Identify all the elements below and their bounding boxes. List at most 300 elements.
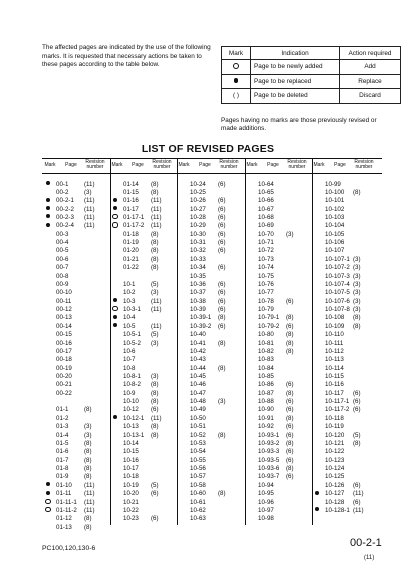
list-header-revision: Revision number [85, 159, 105, 171]
page-number: 10-54 [190, 448, 206, 456]
revision-entry [44, 314, 108, 322]
revision-entry [44, 515, 108, 523]
legend-mark-cell [222, 74, 251, 89]
revision-number: (6) [218, 205, 226, 213]
revision-entry [313, 197, 377, 205]
page-number: 00-11 [56, 297, 72, 305]
page-number: 10-40 [190, 331, 206, 339]
revision-entry [44, 181, 108, 189]
revision-entry [44, 247, 108, 255]
revision-entry [178, 348, 242, 356]
revision-entry [44, 298, 108, 306]
revision-number: (3) [151, 373, 159, 380]
revision-number: (6) [353, 481, 361, 489]
revision-number: (6) [286, 456, 294, 464]
revision-entry [111, 415, 175, 423]
page-number: 10-29 [190, 222, 206, 230]
revision-entry [313, 247, 377, 255]
revision-entry [111, 348, 175, 356]
page-number: 10-86 [258, 381, 274, 389]
revision-entry [44, 348, 108, 356]
list-header-mark: Mark [111, 162, 123, 168]
revision-number: (3) [84, 431, 92, 439]
revision-number: (8) [84, 523, 92, 531]
revision-entry [111, 440, 175, 448]
revision-entry [178, 457, 242, 465]
page-number: 01-14 [123, 180, 139, 188]
page-number: 10-78 [258, 297, 274, 305]
revision-entry [44, 473, 108, 481]
page-number: 10-107-8 [325, 306, 350, 314]
revision-entry [111, 457, 175, 465]
revision-entry [313, 482, 377, 490]
revision-number: (11) [84, 506, 95, 514]
page-number: 10-14 [123, 439, 139, 447]
revision-entry [313, 381, 377, 389]
page-number: 01-3 [56, 423, 69, 431]
page-number: 01-18 [123, 230, 139, 238]
list-header-page: Page [267, 162, 279, 168]
revision-number: (8) [84, 448, 92, 456]
page-number: 00-5 [56, 247, 69, 255]
revision-number: (3) [286, 230, 294, 238]
revision-entry [313, 432, 377, 440]
legend-header-mark: Mark [222, 47, 251, 60]
page-number: 10-94 [258, 481, 274, 489]
revision-entry [44, 524, 108, 532]
revision-entry [111, 356, 175, 364]
revision-entry [313, 398, 377, 406]
page-number: 10-104 [325, 222, 345, 230]
revision-entry [178, 515, 242, 523]
revision-entry [246, 298, 310, 306]
page-number: 10-93-5 [258, 456, 280, 464]
intro-text: The affected pages are indicated by the use of the following marks. It is requested that necessary actions be taken to these pages according to the table below. [42, 44, 211, 69]
page-number: 10-119 [325, 423, 344, 431]
replaced-page-dot-icon [44, 197, 52, 205]
page-number: 10-17 [123, 465, 139, 473]
revision-entry [111, 306, 175, 314]
page-number: 10-75 [258, 272, 274, 280]
revision-entry [44, 273, 108, 281]
revision-entry [178, 473, 242, 481]
revision-entry [111, 432, 175, 440]
revision-entry [178, 314, 242, 322]
revision-entry [111, 398, 175, 406]
page-number: 00-19 [56, 364, 72, 372]
page-number: 10-41 [190, 339, 206, 347]
page-number: 10-79-2 [258, 322, 280, 330]
revision-entry [111, 340, 175, 348]
page-number: 10-125 [325, 473, 345, 481]
revision-entry [44, 381, 108, 389]
revision-number: (8) [151, 398, 159, 406]
revision-number: (5) [353, 431, 361, 439]
revision-number: (5) [151, 331, 159, 339]
page-number: 10-56 [190, 465, 206, 473]
revision-entry [111, 515, 175, 523]
revision-entry [313, 365, 377, 373]
page-number: 10-24 [190, 180, 206, 188]
revision-number: (6) [218, 264, 226, 272]
revision-number: (8) [353, 188, 361, 196]
page-number: 10-79-1 [258, 314, 280, 322]
page-number: 10-112 [325, 347, 344, 355]
page-number: 10-114 [325, 364, 344, 372]
revision-entry [178, 448, 242, 456]
revision-entry [44, 256, 108, 264]
revision-entry [178, 482, 242, 490]
replaced-page-dot-icon [234, 78, 239, 83]
revision-entry [313, 373, 377, 381]
revision-entry [313, 348, 377, 356]
revision-entry [313, 423, 377, 431]
page-number: 10-49 [190, 406, 206, 414]
revision-number: (8) [151, 188, 159, 196]
page-number: 10-117 [325, 389, 344, 397]
revision-entry [313, 289, 377, 297]
page-number: 10-65 [258, 188, 274, 196]
page-number: 00-2 [56, 188, 69, 196]
legend-row-discard [222, 89, 401, 104]
revision-entry [44, 331, 108, 339]
revision-number: (8) [84, 439, 92, 447]
revision-entry [313, 239, 377, 247]
page-number: 10-69 [258, 222, 274, 230]
revision-number: (11) [84, 213, 95, 221]
revision-number: (11) [151, 306, 162, 314]
replaced-page-dot-icon [111, 206, 119, 214]
revision-number: (6) [286, 297, 294, 305]
revision-number: (11) [353, 506, 364, 514]
page-number: 00-18 [56, 356, 72, 364]
page-number: 10-93-6 [258, 465, 280, 473]
list-header-page: Page [65, 162, 77, 168]
page-number: 10-5-1 [123, 331, 141, 339]
revision-entry [44, 457, 108, 465]
page-number: 10-5 [123, 322, 136, 330]
page-number: 00-8 [56, 272, 69, 280]
revision-entry [44, 423, 108, 431]
page-number: 00-4 [56, 239, 69, 247]
revision-number: (11) [151, 222, 162, 230]
page-number: 10-80 [258, 331, 274, 339]
revision-entry [178, 423, 242, 431]
page-number: 01-15 [123, 188, 139, 196]
page-number: 10-18 [123, 473, 139, 481]
revision-entry [178, 432, 242, 440]
revision-entry [246, 281, 310, 289]
revision-entry [313, 256, 377, 264]
legend-table [221, 46, 401, 104]
page-number: 10-58 [190, 481, 206, 489]
page-number: 10-117-1 [325, 398, 350, 406]
replaced-page-dot-icon [313, 490, 321, 498]
revision-entry [246, 482, 310, 490]
page-number: 01-10 [56, 481, 72, 489]
page-number: 00-15 [56, 331, 72, 339]
page-number: 10-62 [190, 506, 206, 514]
page-number: 10-30 [190, 230, 206, 238]
revision-entry [246, 415, 310, 423]
page-number: 00-16 [56, 339, 72, 347]
revision-entry [178, 289, 242, 297]
page-number: 10-107-3 [325, 272, 350, 280]
revision-entry [111, 206, 175, 214]
revision-number: (11) [84, 180, 95, 188]
revision-number: (3) [353, 264, 361, 272]
revision-number: (3) [84, 423, 92, 431]
revision-entry [246, 197, 310, 205]
revision-number: (8) [151, 239, 159, 247]
replaced-page-dot-icon [111, 323, 119, 331]
revision-entry [178, 264, 242, 272]
replaced-page-dot-icon [44, 181, 52, 189]
revision-number: (6) [353, 398, 361, 406]
page-number: 00-9 [56, 280, 69, 288]
revision-number: (3) [218, 398, 226, 406]
replaced-page-dot-icon [44, 222, 52, 230]
revision-entry [246, 423, 310, 431]
list-header-page: Page [199, 162, 211, 168]
page-number: 01-17 [123, 205, 139, 213]
revision-entry [178, 323, 242, 331]
page-number: 10-44 [190, 364, 206, 372]
legend-header-row [222, 47, 401, 60]
revision-entry [246, 381, 310, 389]
revision-entry [178, 306, 242, 314]
revision-entry [44, 206, 108, 214]
revision-number: (8) [151, 389, 159, 397]
page-number: 10-26 [190, 197, 206, 205]
revision-entry [44, 465, 108, 473]
page-number: 10-4 [123, 314, 136, 322]
revision-entry [111, 365, 175, 373]
revision-entry [313, 356, 377, 364]
revision-number: (6) [151, 406, 159, 414]
revision-entry [313, 298, 377, 306]
page-number: 01-11-2 [56, 506, 77, 514]
page-number: 10-66 [258, 197, 274, 205]
page-number: 10-53 [190, 439, 206, 447]
revision-entry [178, 381, 242, 389]
revision-entry [246, 222, 310, 230]
page-number: 10-64 [258, 180, 274, 188]
revision-entry [111, 381, 175, 389]
revision-number: (8) [151, 423, 159, 431]
revision-entry [313, 181, 377, 189]
page-number: 10-46 [190, 381, 206, 389]
revision-entry [44, 231, 108, 239]
revision-number: (8) [84, 456, 92, 464]
revision-entry [313, 281, 377, 289]
revision-entry [313, 306, 377, 314]
legend-header-indication: Indication [251, 47, 340, 60]
revision-entry [44, 323, 108, 331]
page-number: 10-13 [123, 423, 139, 431]
revision-number: (8) [151, 180, 159, 188]
page-number: 10-57 [190, 473, 206, 481]
revision-number: (6) [218, 230, 226, 238]
revision-entry [111, 256, 175, 264]
revision-entry [178, 415, 242, 423]
page-number: 10-20 [123, 490, 139, 498]
page-number: 00-22 [56, 389, 72, 397]
revision-entry [178, 273, 242, 281]
revision-number: (5) [151, 280, 159, 288]
revision-entry [313, 465, 377, 473]
revision-entry [246, 206, 310, 214]
revision-entry [111, 482, 175, 490]
revision-entry [44, 197, 108, 205]
revision-number: (6) [286, 398, 294, 406]
legend-action: Replace [340, 74, 401, 89]
list-header-revision: Revision number [219, 159, 239, 171]
revision-entry [246, 348, 310, 356]
revision-entry [246, 365, 310, 373]
legend-action: Discard [340, 89, 401, 104]
revision-entry [246, 331, 310, 339]
replaced-page-dot-icon [313, 507, 321, 515]
revision-entry [313, 406, 377, 414]
revision-entry [178, 390, 242, 398]
page-number: 10-79 [258, 306, 274, 314]
page-number: 10-48 [190, 398, 206, 406]
revision-entry [111, 231, 175, 239]
revision-number: (8) [286, 331, 294, 339]
revision-number: (8) [151, 381, 159, 389]
revision-entry [44, 499, 108, 507]
revision-number: (11) [84, 490, 95, 498]
revision-entry [44, 432, 108, 440]
page-number: 10-52 [190, 431, 206, 439]
revision-entry [178, 189, 242, 197]
new-page-circle-icon [44, 499, 52, 507]
revision-entry [111, 473, 175, 481]
revision-entry [44, 281, 108, 289]
revision-entry [111, 499, 175, 507]
revision-number: (11) [84, 197, 95, 205]
list-header-revision: Revision number [287, 159, 307, 171]
legend-row-add [222, 60, 401, 75]
revision-number: (8) [286, 465, 294, 473]
revision-entry [111, 465, 175, 473]
revision-entry [313, 314, 377, 322]
page-number: 10-83 [258, 356, 274, 364]
revision-entry [111, 490, 175, 498]
page-number: 10-95 [258, 490, 274, 498]
page-number: 10-10 [123, 398, 139, 406]
revision-entry [111, 448, 175, 456]
page-number: 10-117-2 [325, 406, 350, 414]
page-number: 01-7 [56, 456, 69, 464]
page-number: 10-72 [258, 247, 274, 255]
revision-number: (3) [353, 289, 361, 297]
revision-entry [246, 256, 310, 264]
revision-entry [111, 181, 175, 189]
page-number: 10-92 [258, 423, 274, 431]
page-number: 10-82 [258, 347, 274, 355]
revision-entry [246, 390, 310, 398]
revision-entry [44, 390, 108, 398]
new-page-circle-icon [111, 214, 119, 222]
page-number: 10-107-2 [325, 264, 350, 272]
revision-entry [44, 189, 108, 197]
revision-entry [313, 323, 377, 331]
revision-number: (6) [286, 406, 294, 414]
revision-entry [44, 440, 108, 448]
revision-number: (8) [286, 314, 294, 322]
page-number: 10-12-1 [123, 414, 145, 422]
revision-number: (3) [353, 306, 361, 314]
revision-number: (8) [151, 431, 159, 439]
revision-entry [246, 239, 310, 247]
revision-entry [313, 222, 377, 230]
revision-number: (3) [353, 272, 361, 280]
page-number: 10-51 [190, 423, 206, 431]
revision-number: (8) [151, 264, 159, 272]
page-number: 00-2-4 [56, 222, 74, 230]
page-number: 10-96 [258, 498, 274, 506]
page-number: 10-120 [325, 431, 345, 439]
revision-entry [111, 314, 175, 322]
revision-entry [178, 398, 242, 406]
page-number: 10-32 [190, 247, 206, 255]
revision-entry [44, 214, 108, 222]
revision-entry [246, 189, 310, 197]
page-number: 00-20 [56, 373, 72, 380]
page-number: 10-98 [258, 515, 274, 523]
revision-entry [44, 289, 108, 297]
revision-entry [111, 331, 175, 339]
page-number: 01-17-1 [123, 213, 145, 221]
revision-entry [246, 448, 310, 456]
revision-number: (6) [151, 515, 159, 523]
revision-entry [246, 432, 310, 440]
page-number: 10-107 [325, 247, 345, 255]
revision-number: (6) [218, 322, 226, 330]
page-number: 10-124 [325, 465, 345, 473]
page-number: 10-107-4 [325, 280, 350, 288]
revision-number: (11) [84, 222, 95, 230]
revision-entry [246, 373, 310, 381]
revision-entry [44, 306, 108, 314]
revision-number: (6) [218, 239, 226, 247]
page-number: 10-101 [325, 197, 345, 205]
revision-number: (6) [218, 306, 226, 314]
page-number: 10-90 [258, 406, 274, 414]
revision-number: (6) [218, 280, 226, 288]
revision-entry [111, 197, 175, 205]
revision-entry [178, 490, 242, 498]
page-number: 10-12 [123, 406, 139, 414]
page-number: 10-34 [190, 264, 206, 272]
page-number: 10-118 [325, 414, 344, 422]
page-number: 00-10 [56, 289, 72, 297]
page-number: 10-2 [123, 289, 136, 297]
page-number: 10-122 [325, 448, 345, 456]
legend-indication: Page to be deleted [251, 89, 340, 104]
revision-entry [44, 482, 108, 490]
revision-entry [111, 289, 175, 297]
page-number: 10-88 [258, 398, 274, 406]
revision-number: (8) [286, 347, 294, 355]
revision-entry [313, 415, 377, 423]
page-number: 10-22 [123, 506, 139, 514]
page-number: 10-71 [258, 239, 274, 247]
revision-entry [246, 457, 310, 465]
revision-number: (6) [218, 247, 226, 255]
